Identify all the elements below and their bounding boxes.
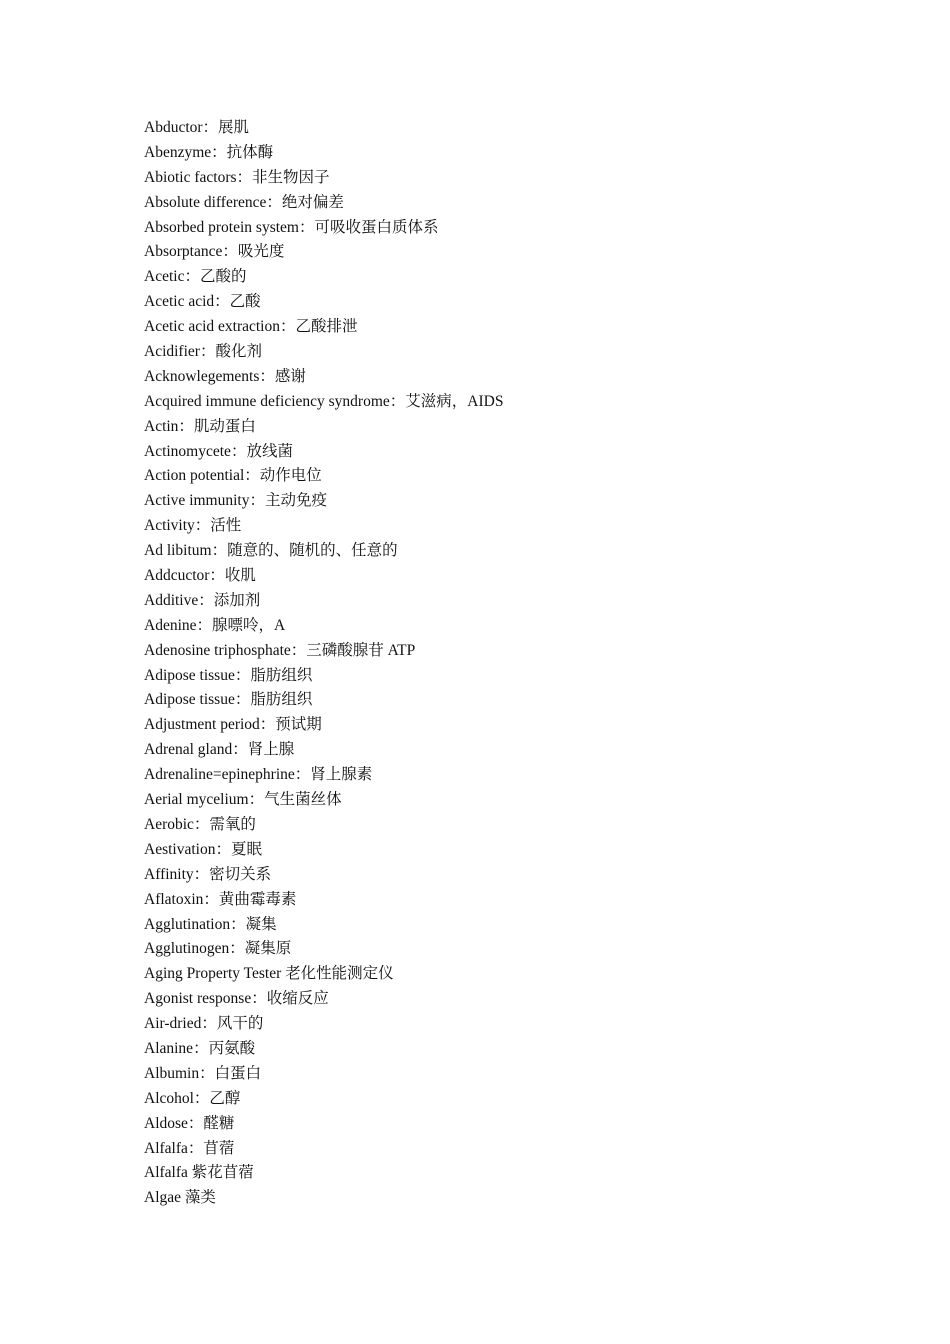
glossary-list <box>144 116 503 1211</box>
glossary-entry: Algae 藻类 <box>144 1189 216 1207</box>
glossary-entry: Aging Property Tester 老化性能测定仪 <box>144 965 394 983</box>
glossary-entry: Actinomycete：放线菌 <box>144 442 293 460</box>
glossary-entry: Adipose tissue：脂肪组织 <box>144 691 313 709</box>
glossary-entry: Acquired immune deficiency syndrome：艾滋病，AIDS <box>144 392 504 410</box>
glossary-entry: Adenosine triphosphate：三磷酸腺苷 ATP <box>144 641 416 659</box>
glossary-entry: Aldose：醛糖 <box>144 1114 235 1132</box>
glossary-entry: Ad libitum：随意的、随机的、任意的 <box>144 542 398 560</box>
glossary-entry: Agglutination：凝集 <box>144 915 277 933</box>
glossary-entry: Abenzyme：抗体酶 <box>144 143 274 161</box>
glossary-entry: Action potential：动作电位 <box>144 467 322 485</box>
glossary-entry: Adrenaline=epinephrine：肾上腺素 <box>144 766 373 784</box>
glossary-entry: Abiotic factors：非生物因子 <box>144 168 330 186</box>
glossary-entry: Alanine：丙氨酸 <box>144 1039 256 1057</box>
glossary-entry: Aestivation：夏眠 <box>144 840 262 858</box>
glossary-entry: Additive：添加剂 <box>144 591 261 609</box>
glossary-entry: Acetic acid：乙酸 <box>144 293 261 311</box>
glossary-entry: Adipose tissue：脂肪组织 <box>144 666 313 684</box>
glossary-entry: Actin：肌动蛋白 <box>144 417 256 435</box>
glossary-entry: Active immunity：主动免疫 <box>144 492 327 510</box>
glossary-entry: Air-dried：风干的 <box>144 1015 264 1033</box>
glossary-entry: Aerial mycelium：气生菌丝体 <box>144 791 342 809</box>
glossary-entry: Activity：活性 <box>144 517 242 535</box>
glossary-entry: Acidifier：酸化剂 <box>144 343 262 361</box>
glossary-entry: Absorbed protein system：可吸收蛋白质体系 <box>144 218 439 236</box>
glossary-entry: Adjustment period：预试期 <box>144 716 322 734</box>
glossary-entry: Aerobic：需氧的 <box>144 815 256 833</box>
glossary-entry: Absolute difference：绝对偏差 <box>144 193 344 211</box>
glossary-entry: Aflatoxin：黄曲霉毒素 <box>144 890 297 908</box>
glossary-entry: Absorptance：吸光度 <box>144 243 285 261</box>
glossary-entry: Agglutinogen：凝集原 <box>144 940 292 958</box>
glossary-entry: Agonist response：收缩反应 <box>144 990 329 1008</box>
glossary-entry: Addcuctor：收肌 <box>144 567 256 585</box>
glossary-entry: Adenine：腺嘌呤，A <box>144 616 286 634</box>
glossary-entry: Alfalfa 紫花苜蓿 <box>144 1164 254 1182</box>
glossary-entry: Acetic acid extraction：乙酸排泄 <box>144 318 358 336</box>
glossary-entry: Alcohol：乙醇 <box>144 1089 241 1107</box>
glossary-entry: Affinity：密切关系 <box>144 865 272 883</box>
glossary-entry: Acknowlegements：感谢 <box>144 367 306 385</box>
glossary-entry: Acetic：乙酸的 <box>144 268 247 286</box>
glossary-entry: Abductor：展肌 <box>144 119 250 136</box>
glossary-entry: Adrenal gland：肾上腺 <box>144 741 295 759</box>
glossary-entry: Albumin：白蛋白 <box>144 1064 262 1082</box>
glossary-entry: Alfalfa：苜蓿 <box>144 1139 235 1157</box>
